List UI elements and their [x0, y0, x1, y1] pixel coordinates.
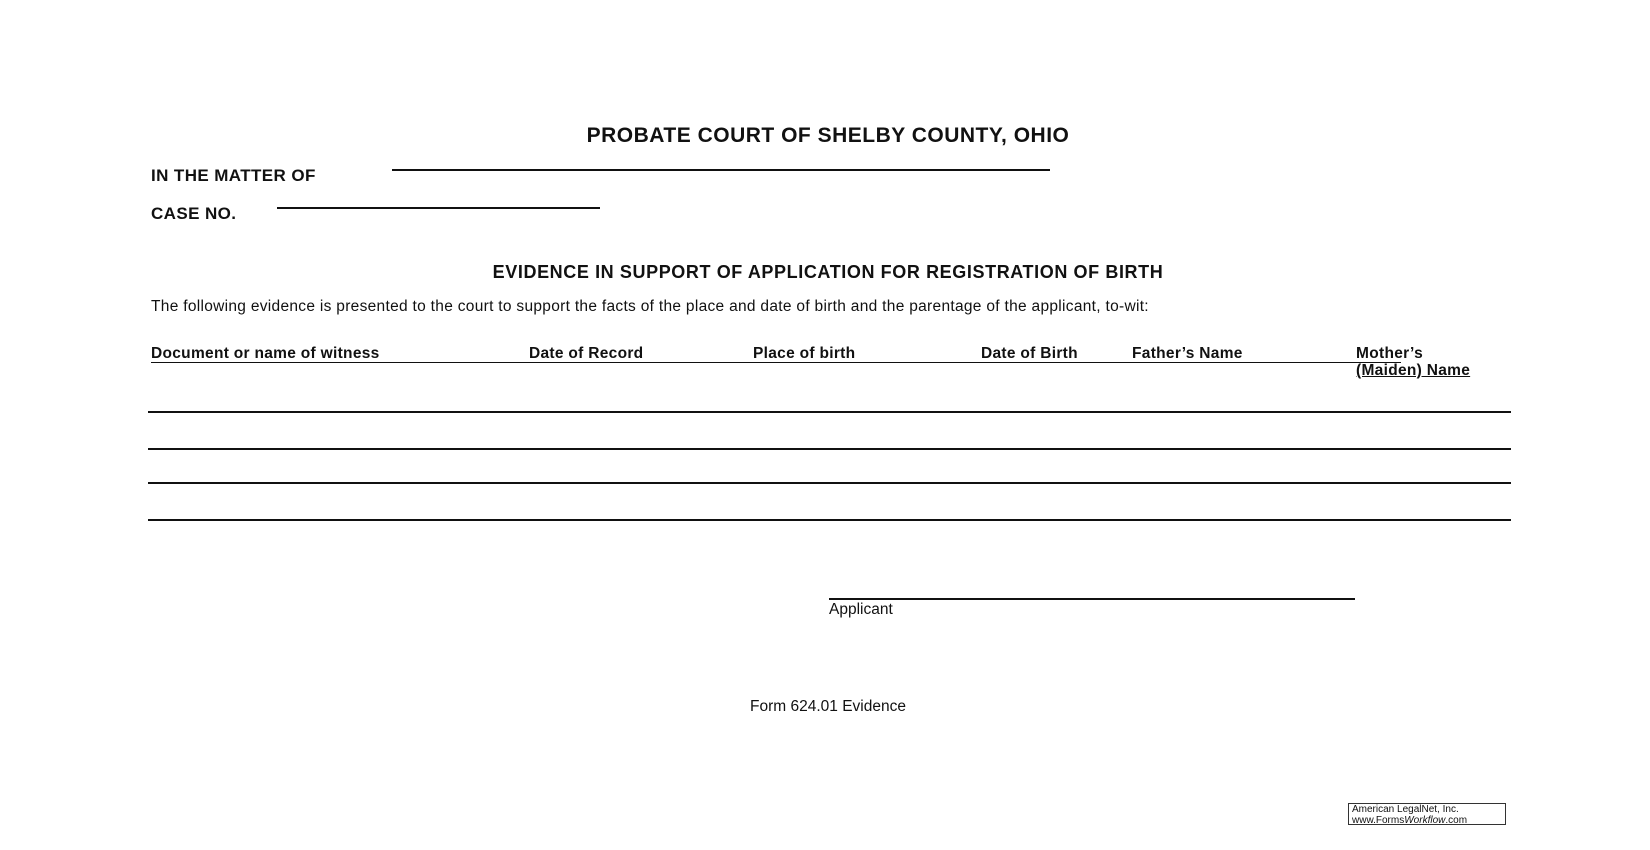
matter-field[interactable]: [392, 169, 1050, 171]
applicant-label: Applicant: [829, 601, 893, 618]
case-label: CASE NO.: [151, 204, 237, 223]
applicant-signature-line[interactable]: [829, 598, 1355, 600]
col-date-birth: Date of Birth: [981, 345, 1078, 362]
matter-label: IN THE MATTER OF: [151, 166, 316, 185]
col-mother-name-2: (Maiden) Name: [1356, 362, 1471, 379]
intro-text: The following evidence is presented to the court to support the facts of the place and date of birth and the parentage of the applicant, to-wit:: [151, 298, 1149, 315]
entry-row-4[interactable]: [148, 519, 1511, 521]
col-father-name: Father’s Name: [1132, 345, 1243, 362]
court-title: PROBATE COURT OF SHELBY COUNTY, OHIO: [586, 124, 1070, 147]
logo-line2: www.FormsWorkflow.com: [1352, 814, 1468, 826]
case-number-field[interactable]: [277, 207, 600, 209]
entry-row-2[interactable]: [148, 448, 1511, 450]
entry-row-3[interactable]: [148, 482, 1511, 484]
form-subtitle: EVIDENCE IN SUPPORT OF APPLICATION FOR REGISTRATION OF BIRTH: [492, 262, 1164, 282]
publisher-logo: [1348, 803, 1506, 825]
col-date-record: Date of Record: [529, 345, 644, 362]
col-place-birth: Place of birth: [753, 345, 856, 362]
header-underline: [151, 362, 1401, 363]
form-id: Form 624.01 Evidence: [750, 698, 906, 715]
col-mother-name: Mother’s: [1356, 345, 1423, 362]
logo-line1: American LegalNet, Inc.: [1352, 804, 1459, 815]
entry-row-1[interactable]: [148, 411, 1511, 413]
col-document: Document or name of witness: [151, 345, 380, 362]
